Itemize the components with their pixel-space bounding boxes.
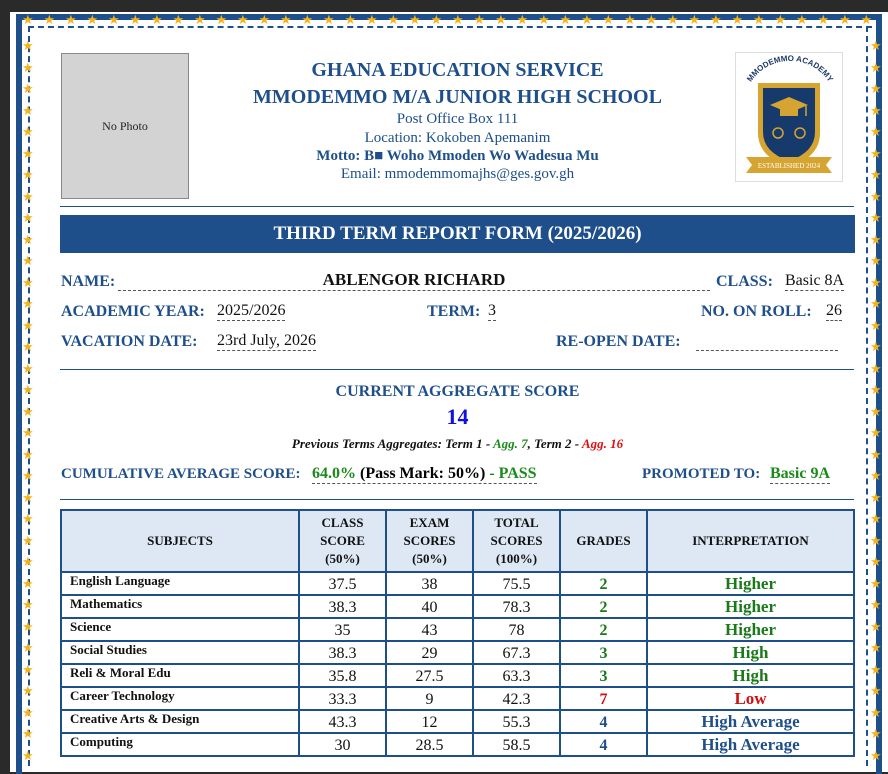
border-star-icon: ★ xyxy=(22,469,34,484)
border-star-icon: ★ xyxy=(323,13,335,28)
subject-cell: Computing xyxy=(61,733,299,756)
border-star-icon: ★ xyxy=(602,13,615,28)
border-star-icon: ★ xyxy=(22,576,34,592)
border-star-icon: ★ xyxy=(22,641,34,656)
border-star-icon: ★ xyxy=(538,13,550,28)
border-star-icon: ★ xyxy=(870,340,882,355)
grade-cell: 7 xyxy=(560,687,647,710)
border-star-icon: ★ xyxy=(753,13,765,28)
shield-graduation-cap-icon xyxy=(736,53,842,181)
border-star-icon: ★ xyxy=(86,13,99,28)
col-class-score xyxy=(299,510,386,572)
table-row xyxy=(61,595,854,618)
col-total-score xyxy=(473,510,560,572)
cumulative-score-group xyxy=(312,464,537,484)
class-score-cell: 38.3 xyxy=(299,595,386,618)
exam-score-cell: 43 xyxy=(386,618,473,641)
border-star-icon: ★ xyxy=(409,13,421,28)
border-star-icon: ★ xyxy=(22,39,34,54)
border-star-icon: ★ xyxy=(366,13,378,28)
aggregate-title: CURRENT AGGREGATE SCORE xyxy=(335,383,580,400)
border-star-icon: ★ xyxy=(796,13,808,28)
total-score-cell: 75.5 xyxy=(473,572,560,595)
border-star-icon: ★ xyxy=(387,13,400,28)
border-star-icon: ★ xyxy=(870,469,882,484)
interpretation-cell: High xyxy=(647,664,854,687)
border-star-icon: ★ xyxy=(22,727,34,742)
border-star-icon: ★ xyxy=(22,555,34,570)
border-star-icon: ★ xyxy=(22,361,34,377)
border-star-icon: ★ xyxy=(774,13,787,28)
border-star-icon: ★ xyxy=(22,426,34,441)
report-title-banner: THIRD TERM REPORT FORM (2025/2026) xyxy=(60,215,855,253)
col-total-score-line1: TOTAL xyxy=(494,515,539,530)
logo-ribbon-text: ESTABLISHED 2024 xyxy=(757,162,821,170)
border-star-icon: ★ xyxy=(22,275,34,291)
border-star-icon: ★ xyxy=(301,13,314,28)
term-label: TERM: xyxy=(427,303,481,320)
grade-cell: 2 xyxy=(560,618,647,641)
page-border-right-dashed xyxy=(866,26,868,766)
subject-cell: Mathematics xyxy=(61,595,299,618)
summary-divider xyxy=(60,499,854,500)
grade-cell: 3 xyxy=(560,664,647,687)
border-star-icon: ★ xyxy=(817,13,830,28)
border-star-icon: ★ xyxy=(215,13,228,28)
cumulative-label: CUMULATIVE AVERAGE SCORE: xyxy=(61,466,301,482)
border-star-icon: ★ xyxy=(495,13,507,28)
cumulative-score: 64.0% xyxy=(312,465,356,482)
border-star-icon: ★ xyxy=(344,13,357,28)
table-row xyxy=(61,641,854,664)
term2-aggregate: Agg. 16 xyxy=(581,436,624,451)
border-star-icon: ★ xyxy=(22,684,34,699)
border-star-icon: ★ xyxy=(22,662,34,678)
border-star-icon: ★ xyxy=(194,13,206,28)
border-star-icon: ★ xyxy=(280,13,292,28)
subject-cell: Creative Arts & Design xyxy=(61,710,299,733)
interpretation-cell: High xyxy=(647,641,854,664)
academic-year-value: 2025/2026 xyxy=(217,302,286,319)
interpretation-cell: High Average xyxy=(647,710,854,733)
student-name: ABLENGOR RICHARD xyxy=(118,270,710,291)
table-row xyxy=(61,664,854,687)
reopen-date-value xyxy=(696,332,838,351)
border-star-icon: ★ xyxy=(667,13,679,28)
col-subjects xyxy=(61,510,299,572)
grade-cell: 2 xyxy=(560,572,647,595)
border-star-icon: ★ xyxy=(870,383,882,398)
border-star-icon: ★ xyxy=(22,512,34,527)
border-star-icon: ★ xyxy=(151,13,163,28)
school-location: Location: Kokoben Apemanim xyxy=(364,130,551,146)
border-star-icon: ★ xyxy=(870,641,882,656)
col-exam-score-line3: (50%) xyxy=(412,551,447,566)
total-score-cell: 58.5 xyxy=(473,733,560,756)
info-divider xyxy=(60,369,854,370)
org-name: GHANA EDUCATION SERVICE xyxy=(311,59,604,81)
border-star-icon: ★ xyxy=(22,598,34,613)
total-score-cell: 67.3 xyxy=(473,641,560,664)
border-star-icon: ★ xyxy=(22,146,34,162)
interpretation-cell: Low xyxy=(647,687,854,710)
border-star-icon: ★ xyxy=(870,598,882,613)
school-logo xyxy=(735,52,843,182)
name-label: NAME: xyxy=(61,273,116,290)
border-star-icon: ★ xyxy=(22,103,34,119)
total-score-cell: 78.3 xyxy=(473,595,560,618)
student-class: Basic 8A xyxy=(785,272,845,289)
border-star-icon: ★ xyxy=(430,13,443,28)
border-star-icon: ★ xyxy=(645,13,658,28)
border-star-icon: ★ xyxy=(870,318,882,334)
border-star-icon: ★ xyxy=(22,533,34,549)
vacation-date-label: VACATION DATE: xyxy=(61,333,198,350)
table-header-row xyxy=(61,510,854,572)
reopen-date-label: RE-OPEN DATE: xyxy=(556,333,681,350)
table-row xyxy=(61,572,854,595)
border-star-icon: ★ xyxy=(870,82,882,97)
col-total-score-line2: SCORES xyxy=(490,533,543,548)
grade-cell: 4 xyxy=(560,733,647,756)
term-value: 3 xyxy=(488,302,496,319)
border-star-icon: ★ xyxy=(870,727,882,742)
col-interpretation-label: INTERPRETATION xyxy=(692,533,809,548)
student-photo-placeholder xyxy=(61,53,189,199)
border-star-icon: ★ xyxy=(22,404,34,420)
previous-aggregates xyxy=(60,436,855,452)
grade-cell: 3 xyxy=(560,641,647,664)
border-star-icon: ★ xyxy=(22,447,34,463)
border-star-icon: ★ xyxy=(870,361,882,377)
logo-arc-text: MMODEMMO ACADEMY xyxy=(745,53,835,84)
border-star-icon: ★ xyxy=(870,404,882,420)
class-label: CLASS: xyxy=(716,273,773,290)
interpretation-cell: Higher xyxy=(647,595,854,618)
border-star-icon: ★ xyxy=(22,383,34,398)
subject-cell: Reli & Moral Edu xyxy=(61,664,299,687)
table-row xyxy=(61,710,854,733)
pass-mark: (Pass Mark: 50%) xyxy=(360,465,486,482)
school-name: MMODEMMO M/A JUNIOR HIGH SCHOOL xyxy=(253,86,662,108)
total-score-cell: 42.3 xyxy=(473,687,560,710)
border-star-icon: ★ xyxy=(22,211,34,226)
exam-score-cell: 38 xyxy=(386,572,473,595)
border-star-icon: ★ xyxy=(860,13,873,28)
border-star-icon: ★ xyxy=(22,705,34,721)
border-star-icon: ★ xyxy=(22,60,34,76)
border-star-icon: ★ xyxy=(22,254,34,269)
border-star-icon: ★ xyxy=(870,297,882,312)
table-row xyxy=(61,618,854,641)
border-star-icon: ★ xyxy=(870,39,882,54)
border-star-icon: ★ xyxy=(108,13,120,28)
border-star-icon: ★ xyxy=(870,168,882,183)
col-subjects-label: SUBJECTS xyxy=(147,533,213,548)
border-star-icon: ★ xyxy=(870,490,882,506)
border-star-icon: ★ xyxy=(870,662,882,678)
subject-cell: Science xyxy=(61,618,299,641)
border-star-icon: ★ xyxy=(22,748,34,764)
prev-mid: , Term 2 - xyxy=(527,436,582,451)
class-score-cell: 30 xyxy=(299,733,386,756)
border-star-icon: ★ xyxy=(22,82,34,97)
border-star-icon: ★ xyxy=(870,60,882,76)
school-motto: Motto: B■ Woho Mmoden Wo Wadesua Mu xyxy=(316,148,599,164)
border-star-icon: ★ xyxy=(870,103,882,119)
col-grades xyxy=(560,510,647,572)
exam-score-cell: 12 xyxy=(386,710,473,733)
border-star-icon: ★ xyxy=(22,13,34,28)
exam-score-cell: 28.5 xyxy=(386,733,473,756)
col-exam-score xyxy=(386,510,473,572)
promoted-value: Basic 9A xyxy=(770,465,830,482)
border-star-icon: ★ xyxy=(624,13,636,28)
border-star-icon: ★ xyxy=(22,125,34,140)
table-row xyxy=(61,687,854,710)
border-star-icon: ★ xyxy=(870,555,882,570)
border-star-icon: ★ xyxy=(65,13,77,28)
border-star-icon: ★ xyxy=(870,447,882,463)
interpretation-cell: High Average xyxy=(647,733,854,756)
col-grades-label: GRADES xyxy=(576,533,631,548)
exam-score-cell: 29 xyxy=(386,641,473,664)
border-star-icon: ★ xyxy=(870,232,882,248)
border-star-icon: ★ xyxy=(43,13,56,28)
col-class-score-line2: SCORE xyxy=(320,533,365,548)
col-exam-score-line1: EXAM xyxy=(409,515,450,530)
total-score-cell: 78 xyxy=(473,618,560,641)
subject-cell: English Language xyxy=(61,572,299,595)
class-score-cell: 33.3 xyxy=(299,687,386,710)
border-star-icon: ★ xyxy=(473,13,486,28)
border-star-icon: ★ xyxy=(22,619,34,635)
class-score-cell: 35.8 xyxy=(299,664,386,687)
border-star-icon: ★ xyxy=(870,512,882,527)
class-score-cell: 35 xyxy=(299,618,386,641)
border-star-icon: ★ xyxy=(22,490,34,506)
term1-aggregate: Agg. 7 xyxy=(492,436,528,451)
subject-cell: Social Studies xyxy=(61,641,299,664)
exam-score-cell: 27.5 xyxy=(386,664,473,687)
aggregate-value: 14 xyxy=(446,404,469,429)
border-star-icon: ★ xyxy=(870,684,882,699)
exam-score-cell: 9 xyxy=(386,687,473,710)
border-star-icon: ★ xyxy=(22,232,34,248)
border-star-icon: ★ xyxy=(839,13,851,28)
grade-cell: 2 xyxy=(560,595,647,618)
border-star-icon: ★ xyxy=(559,13,572,28)
school-address: Post Office Box 111 xyxy=(396,111,519,127)
class-score-cell: 37.5 xyxy=(299,572,386,595)
subject-cell: Career Technology xyxy=(61,687,299,710)
border-star-icon: ★ xyxy=(581,13,593,28)
border-star-icon: ★ xyxy=(710,13,722,28)
scores-table xyxy=(60,509,855,757)
grade-cell: 4 xyxy=(560,710,647,733)
border-star-icon: ★ xyxy=(22,297,34,312)
total-score-cell: 55.3 xyxy=(473,710,560,733)
col-class-score-line3: (50%) xyxy=(325,551,360,566)
vacation-date-value: 23rd July, 2026 xyxy=(217,332,316,349)
border-star-icon: ★ xyxy=(237,13,249,28)
class-score-cell: 38.3 xyxy=(299,641,386,664)
border-star-icon: ★ xyxy=(22,168,34,183)
border-star-icon: ★ xyxy=(516,13,529,28)
border-star-icon: ★ xyxy=(870,146,882,162)
border-star-icon: ★ xyxy=(870,275,882,291)
header-divider xyxy=(60,206,854,207)
col-class-score-line1: CLASS xyxy=(321,515,364,530)
border-star-icon: ★ xyxy=(870,125,882,140)
col-interpretation xyxy=(647,510,854,572)
class-score-cell: 43.3 xyxy=(299,710,386,733)
exam-score-cell: 40 xyxy=(386,595,473,618)
border-star-icon: ★ xyxy=(870,576,882,592)
photo-placeholder-text: No Photo xyxy=(102,118,148,133)
border-star-icon: ★ xyxy=(22,340,34,355)
prev-prefix: Previous Terms Aggregates: Term 1 - xyxy=(291,436,493,451)
border-star-icon: ★ xyxy=(731,13,744,28)
border-star-icon: ★ xyxy=(870,254,882,269)
border-star-icon: ★ xyxy=(688,13,701,28)
border-star-icon: ★ xyxy=(22,189,34,205)
roll-label: NO. ON ROLL: xyxy=(701,303,812,320)
border-star-icon: ★ xyxy=(452,13,464,28)
border-star-icon: ★ xyxy=(129,13,142,28)
border-star-icon: ★ xyxy=(870,211,882,226)
border-star-icon: ★ xyxy=(870,533,882,549)
border-star-icon: ★ xyxy=(22,318,34,334)
col-total-score-line3: (100%) xyxy=(495,551,538,566)
table-row xyxy=(61,733,854,756)
interpretation-cell: Higher xyxy=(647,618,854,641)
pass-status: - PASS xyxy=(489,465,537,482)
roll-value: 26 xyxy=(826,302,842,319)
promoted-label: PROMOTED TO: xyxy=(642,466,761,482)
border-star-icon: ★ xyxy=(870,748,882,764)
border-star-icon: ★ xyxy=(870,705,882,721)
border-star-icon: ★ xyxy=(258,13,271,28)
school-email: Email: mmodemmomajhs@ges.gov.gh xyxy=(340,166,575,182)
total-score-cell: 63.3 xyxy=(473,664,560,687)
col-exam-score-line2: SCORES xyxy=(403,533,456,548)
border-star-icon: ★ xyxy=(870,189,882,205)
border-star-icon: ★ xyxy=(172,13,185,28)
border-star-icon: ★ xyxy=(870,619,882,635)
border-star-icon: ★ xyxy=(870,426,882,441)
academic-year-label: ACADEMIC YEAR: xyxy=(61,303,205,320)
interpretation-cell: Higher xyxy=(647,572,854,595)
